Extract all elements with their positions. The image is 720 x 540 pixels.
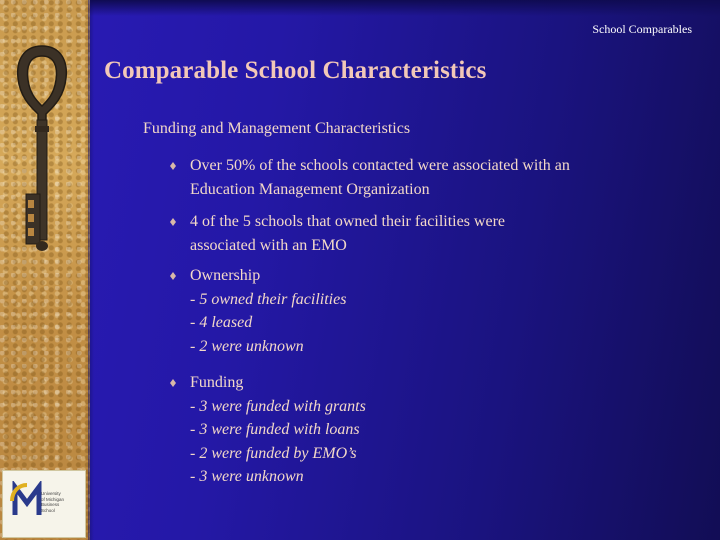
diamond-bullet-icon xyxy=(170,162,176,170)
bullet-subitem: - 3 were unknown xyxy=(190,468,304,485)
bullet-text: associated with an EMO xyxy=(190,236,347,254)
logo-line: School xyxy=(41,507,55,513)
bullet-subitem: - 3 were funded with loans xyxy=(190,421,360,438)
bullet-item xyxy=(170,154,570,201)
logo-line: University xyxy=(41,491,61,496)
bullet-subitem: - 5 owned their facilities xyxy=(190,290,347,308)
diamond-bullet-icon xyxy=(170,272,176,280)
diamond-bullet-icon xyxy=(170,379,176,387)
divider xyxy=(88,0,94,540)
bullet-subitem: - 4 leased xyxy=(190,314,253,331)
slide-title: Comparable School Characteristics xyxy=(104,57,487,84)
university-logo-icon xyxy=(9,481,45,521)
section-label: School Comparables xyxy=(592,22,692,36)
antique-key-icon xyxy=(2,42,82,282)
bullet-text: Funding xyxy=(190,374,244,391)
decorative-sidebar-image xyxy=(0,0,90,540)
bullet-subitem: - 3 were funded with grants xyxy=(190,397,366,415)
top-shadow-bar xyxy=(90,0,720,16)
bullet-text: 4 of the 5 schools that owned their facilities were xyxy=(190,213,506,230)
bullet-subitem: - 2 were unknown xyxy=(190,337,304,355)
bullet-subitem: - 2 were funded by EMO’s xyxy=(190,444,357,462)
logo-line: Business xyxy=(41,502,60,507)
bullet-text: Ownership xyxy=(190,267,261,284)
logo-line: of Michigan xyxy=(41,496,65,502)
bullet-text: Over 50% of the schools contacted were associated with an xyxy=(190,157,570,174)
slide-subtitle: Funding and Management Characteristics xyxy=(143,120,411,137)
bullet-item xyxy=(170,264,346,358)
bullet-item xyxy=(170,210,505,257)
logo-caption xyxy=(41,491,85,513)
bullet-item xyxy=(170,371,366,489)
bullet-text: Education Management Organization xyxy=(190,180,430,198)
university-logo xyxy=(2,470,86,538)
diamond-bullet-icon xyxy=(170,218,176,226)
